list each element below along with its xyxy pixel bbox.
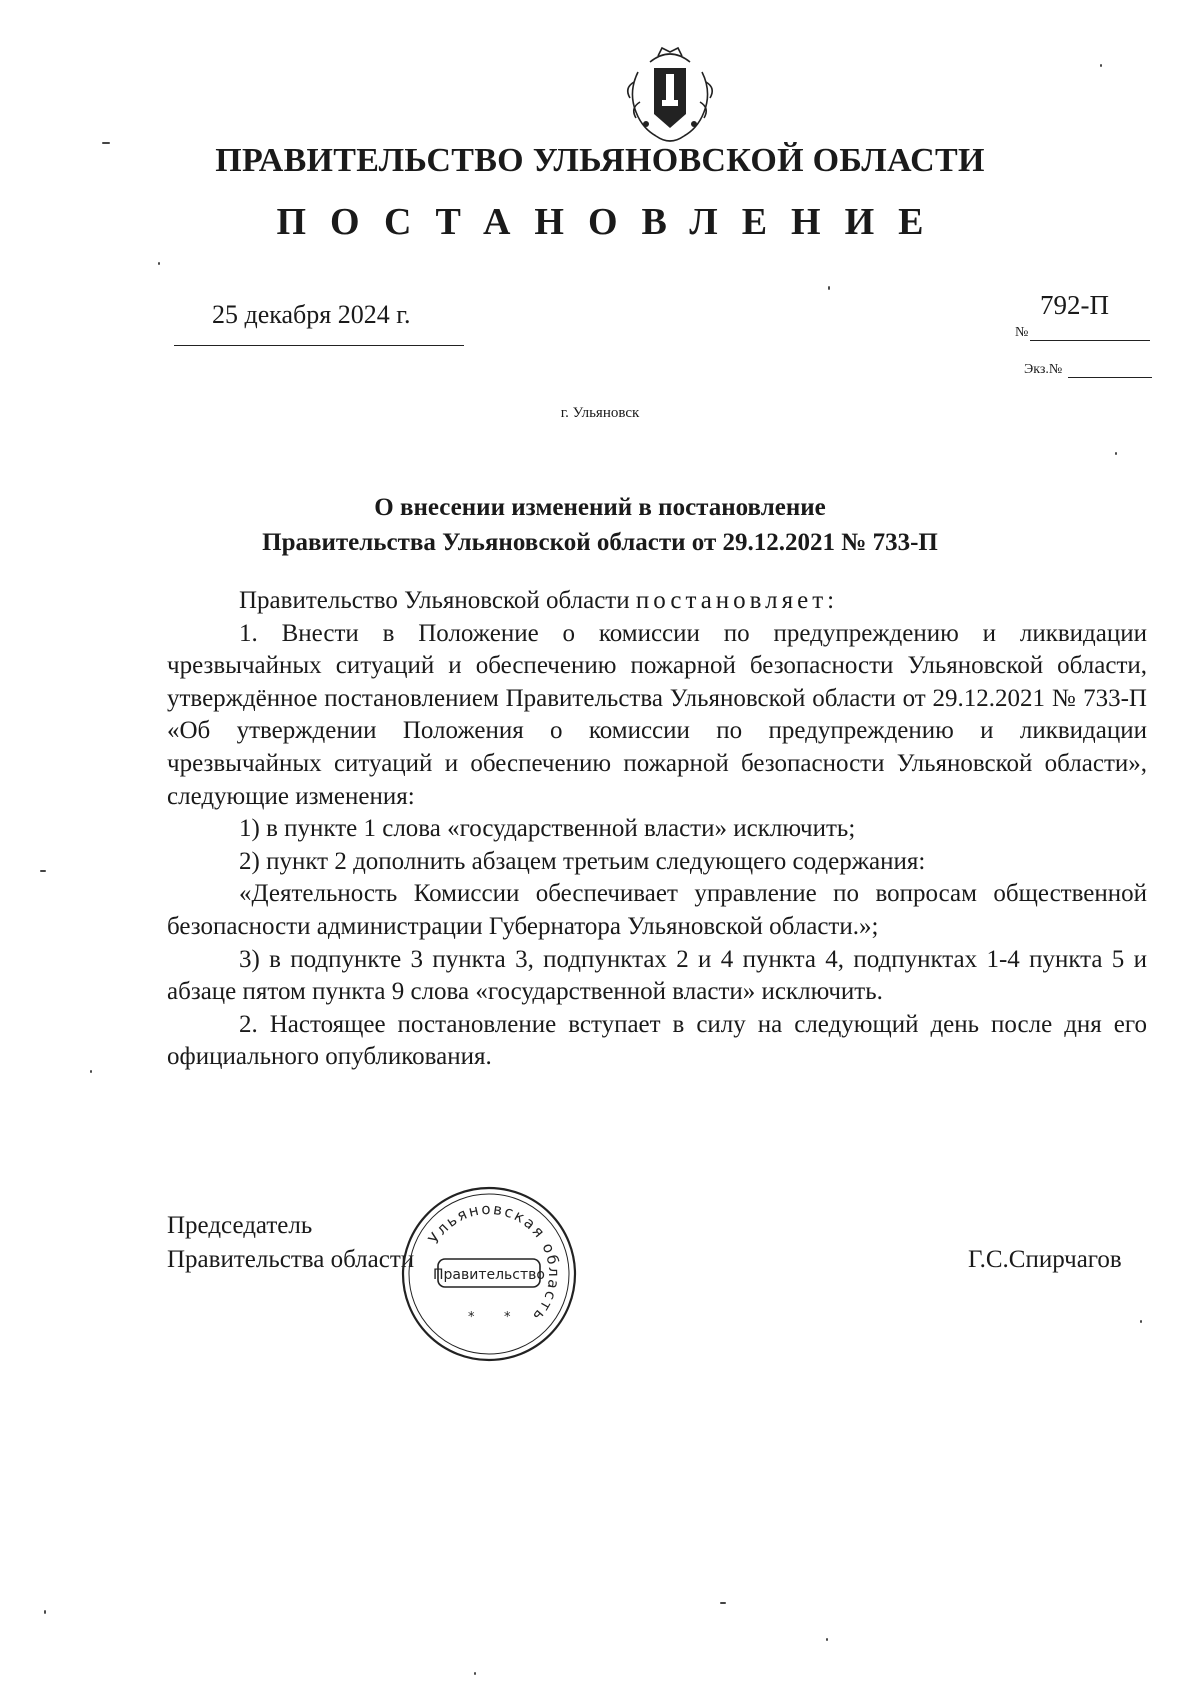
number-underline bbox=[1030, 340, 1150, 341]
paragraph-1: 1. Внести в Положение о комиссии по предупреждению и ликвидации чрезвычайных ситуаций и обеспечению пожарной безопасности Ульяновской области, утверждённое постановлением Правительства Ульяновской области от 29.12.2021 № 733-П «Об утверждении Положения о комиссии по предупреждению и ликвидации чрезвычайных ситуаций и обеспечению пожарной безопасности Ульяновской области», следующие изменения: bbox=[167, 619, 1147, 810]
scan-speck bbox=[1140, 1320, 1142, 1323]
scan-speck bbox=[474, 1672, 476, 1675]
paragraph-2: 1) в пункте 1 слова «государственной власти» исключить; bbox=[239, 815, 856, 843]
document-number: 792-П bbox=[1040, 290, 1109, 320]
scan-speck bbox=[90, 1070, 92, 1073]
title-line-2: Правительства Ульяновской области от 29.12.2021 № 733-П bbox=[262, 529, 938, 556]
paragraph-5: 3) в подпункте 3 пункта 3, подпунктах 2 и 4 пункта 4, подпунктах 1-4 пункта 5 и абзаце пятом пункта 9 слова «государственной власти» исключить. bbox=[167, 945, 1147, 1006]
scan-speck bbox=[40, 870, 46, 872]
copy-number-underline bbox=[1068, 377, 1152, 378]
document-body bbox=[167, 585, 1147, 1074]
scan-speck bbox=[44, 1610, 46, 1614]
scan-speck bbox=[826, 1638, 828, 1641]
svg-text:*: * bbox=[504, 1310, 511, 1325]
paragraph-3: 2) пункт 2 дополнить абзацем третьим следующего содержания: bbox=[239, 847, 926, 875]
number-mark: № bbox=[1015, 325, 1029, 340]
scan-speck bbox=[158, 262, 160, 265]
signatory-name: Г.С.Спирчагов bbox=[968, 1246, 1122, 1273]
organization-name: ПРАВИТЕЛЬСТВО УЛЬЯНОВСКОЙ ОБЛАСТИ bbox=[215, 142, 985, 179]
city: г. Ульяновск bbox=[560, 405, 640, 421]
signatory-position-line-1: Председатель bbox=[167, 1212, 313, 1239]
scan-speck bbox=[1100, 64, 1102, 67]
date-underline bbox=[174, 345, 464, 346]
scan-speck bbox=[1115, 452, 1117, 455]
intro-paragraph bbox=[167, 585, 1147, 618]
svg-text:*: * bbox=[468, 1310, 475, 1325]
document-title bbox=[200, 490, 1000, 560]
svg-text:Ульяновская область: Ульяновская область bbox=[424, 1199, 564, 1327]
official-seal bbox=[398, 1183, 580, 1365]
signatory-position-line-2: Правительства области bbox=[167, 1246, 415, 1273]
document-date: 25 декабря 2024 г. bbox=[212, 300, 411, 329]
svg-text:Правительство: Правительство bbox=[433, 1267, 545, 1283]
paragraph-6: 2. Настоящее постановление вступает в силу на следующий день после дня его официального опубликования. bbox=[167, 1010, 1147, 1071]
document-type: ПОСТАНОВЛЕНИЕ bbox=[276, 201, 948, 243]
scan-speck bbox=[720, 1602, 726, 1604]
intro-verb: постановляет: bbox=[635, 587, 839, 614]
scan-speck bbox=[828, 286, 830, 290]
scan-speck bbox=[102, 142, 110, 144]
intro-subject: Правительство Ульяновской области bbox=[239, 587, 630, 614]
title-line-1: О внесении изменений в постановление bbox=[374, 494, 826, 521]
paragraph-4: «Деятельность Комиссии обеспечивает управление по вопросам общественной безопасности администрации Губернатора Ульяновской области.»; bbox=[167, 880, 1147, 940]
copy-number-label: Экз.№ bbox=[1024, 362, 1063, 377]
coat-of-arms-emblem bbox=[620, 42, 720, 150]
